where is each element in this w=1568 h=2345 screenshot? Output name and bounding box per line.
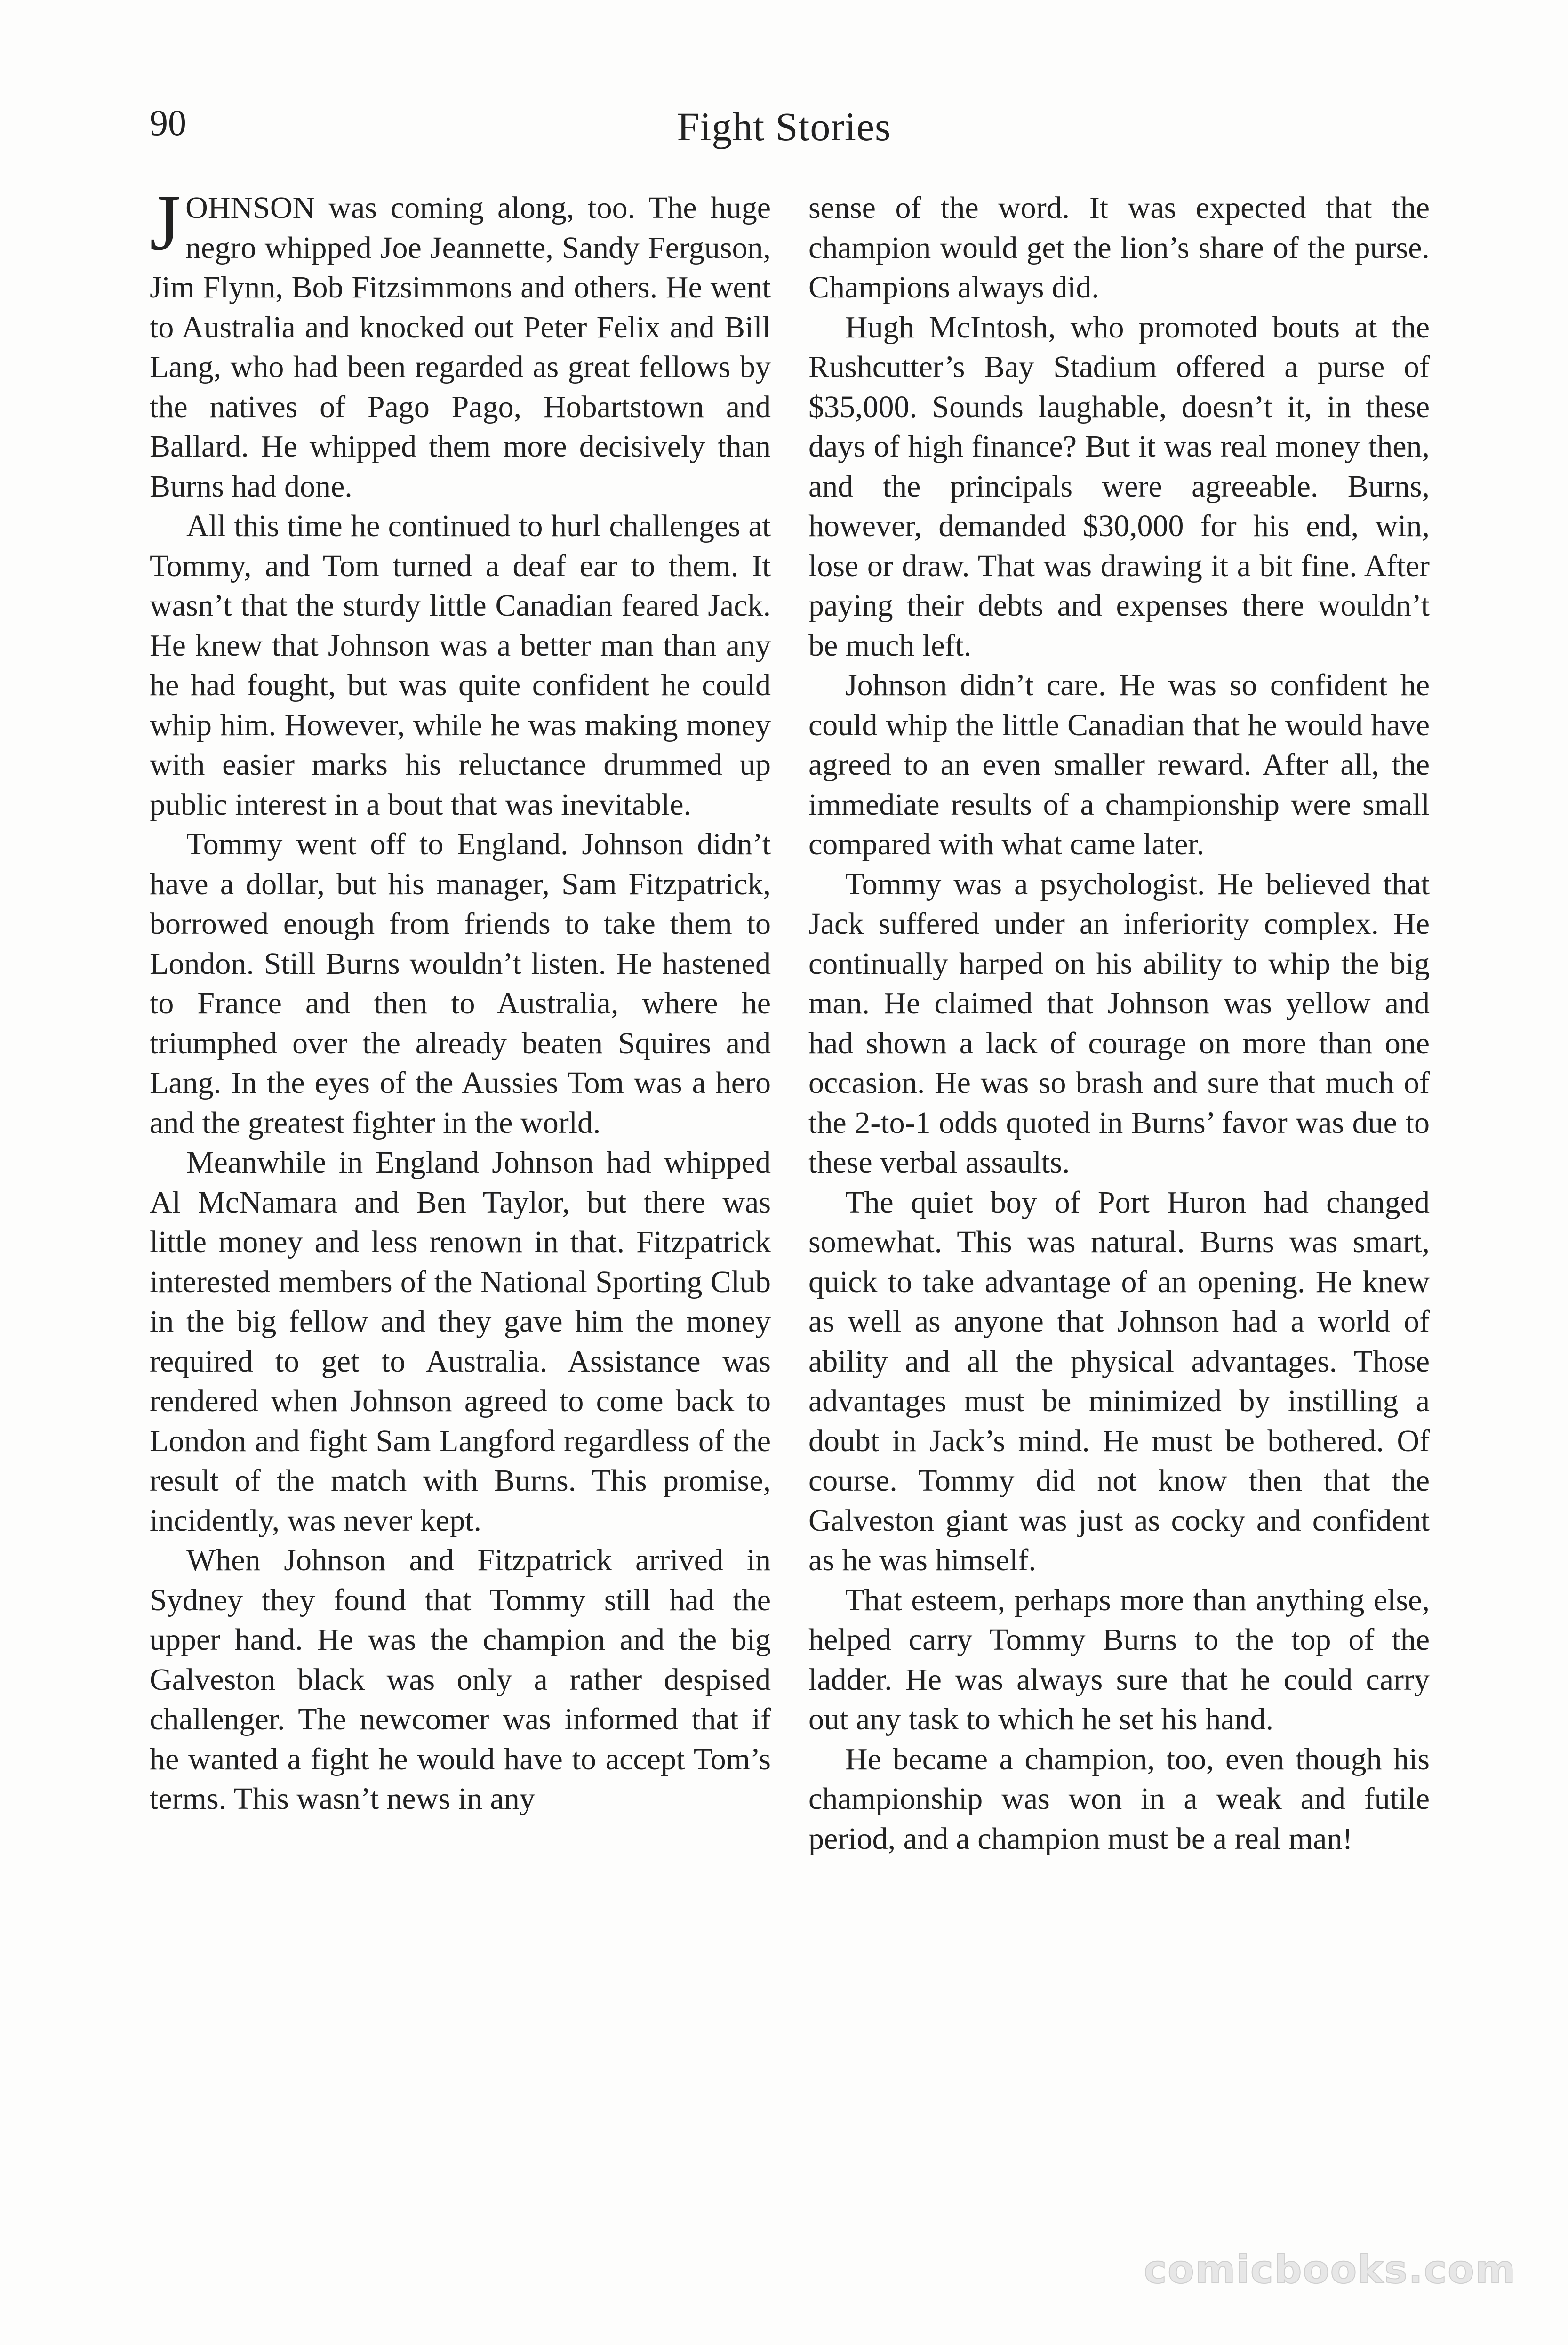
paragraph: Tommy went off to England. Johnson didn’t have a dollar, but his manager, Sam Fitzpatrick, borrowed enough from friends to take them to London. Still Burns wouldn’t listen. He hastened to France and then to Australia, where he triumphed over the already beaten Squires and Lang. In the eyes of the Aussies Tom was a hero and the greatest fighter in the world.	[150, 827, 771, 1140]
page-number: 90	[150, 102, 186, 143]
paragraph	[150, 178, 771, 506]
paragraph: He became a champion, too, even though his championship was won in a weak and futile period, and a champion must be a real man!	[808, 1742, 1430, 1856]
paragraph: All this time he continued to hurl challenges at Tommy, and Tom turned a deaf ear to them. It wasn’t that the sturdy little Canadian feared Jack. He knew that Johnson was a better man than any he had fought, but was quite confident he could whip him. However, while he was making money with easier marks his reluctance drummed up public interest in a bout that was inevitable.	[150, 509, 771, 822]
paragraph: That esteem, perhaps more than anything else, helped carry Tommy Burns to the top of the ladder. He was always sure that he could carry out any task to which he set his hand.	[808, 1582, 1430, 1736]
left-column	[150, 178, 771, 1819]
running-head-title: Fight Stories	[677, 104, 891, 149]
paragraph: sense of the word. It was expected that the champion would get the lion’s share of the purse. Champions always did.	[808, 191, 1430, 305]
paragraph: Johnson didn’t care. He was so confident he could whip the little Canadian that he would have agreed to an even smaller reward. After all, the immediate results of a championship were small compared with what came later.	[808, 668, 1430, 861]
paragraph: Hugh McIntosh, who promoted bouts at the Rushcutter’s Bay Stadium offered a purse of $35,000. Sounds laughable, doesn’t it, in these days of high finance? But it was real money then, and the principals were agreeable. Burns, however, demanded $30,000 for his end, win, lose or draw. That was drawing it a bit fine. After paying their debts and expenses there wouldn’t be much left.	[808, 310, 1430, 663]
paragraph: The quiet boy of Port Huron had changed somewhat. This was natural. Burns was smart, quick to take advantage of an opening. He knew as well as anyone that Johnson had a world of ability and all the physical advantages. Those advantages must be minimized by instilling a doubt in Jack’s mind. He must be bothered. Of course. Tommy did not know then that the Galveston giant was just as cocky and confident as he was himself.	[808, 1185, 1430, 1577]
drop-cap: J	[150, 178, 181, 267]
site-watermark: comicbooks.com	[1144, 2248, 1516, 2292]
paragraph: Meanwhile in England Johnson had whipped Al McNamara and Ben Taylor, but there was little money and less renown in that. Fitzpatrick interested members of the National Sporting Club in the big fellow and they gave him the money required to get to Australia. Assistance was rendered when Johnson agreed to come back to London and fight Sam Langford regardless of the result of the match with Burns. This promise, incidently, was never kept.	[150, 1145, 771, 1538]
paragraph: When Johnson and Fitzpatrick arrived in Sydney they found that Tommy still had the upper hand. He was the champion and the big Galveston black was only a rather despised challenger. The newcomer was informed that if he wanted a fight he would have to accept Tom’s terms. This wasn’t news in any	[150, 1543, 771, 1816]
paragraph: Tommy was a psychologist. He believed that Jack suffered under an inferiority complex. He continually harped on his ability to whip the big man. He claimed that Johnson was yellow and had shown a lack of courage on more than one occasion. He was so brash and sure that much of the 2-to-1 odds quoted in Burns’ favor was due to these verbal assaults.	[808, 867, 1430, 1180]
right-column	[808, 188, 1430, 1859]
paragraph-text: OHNSON was coming along, too. The huge negro whipped Joe Jeannette, Sandy Ferguson, Jim Flynn, Bob Fitzsimmons and others. He went to Australia and knocked out Peter Felix and Bill Lang, who had been regarded as great fellows by the natives of Pago Pago, Hobartstown and Ballard. He whipped them more decisively than Burns had done.	[150, 191, 771, 504]
